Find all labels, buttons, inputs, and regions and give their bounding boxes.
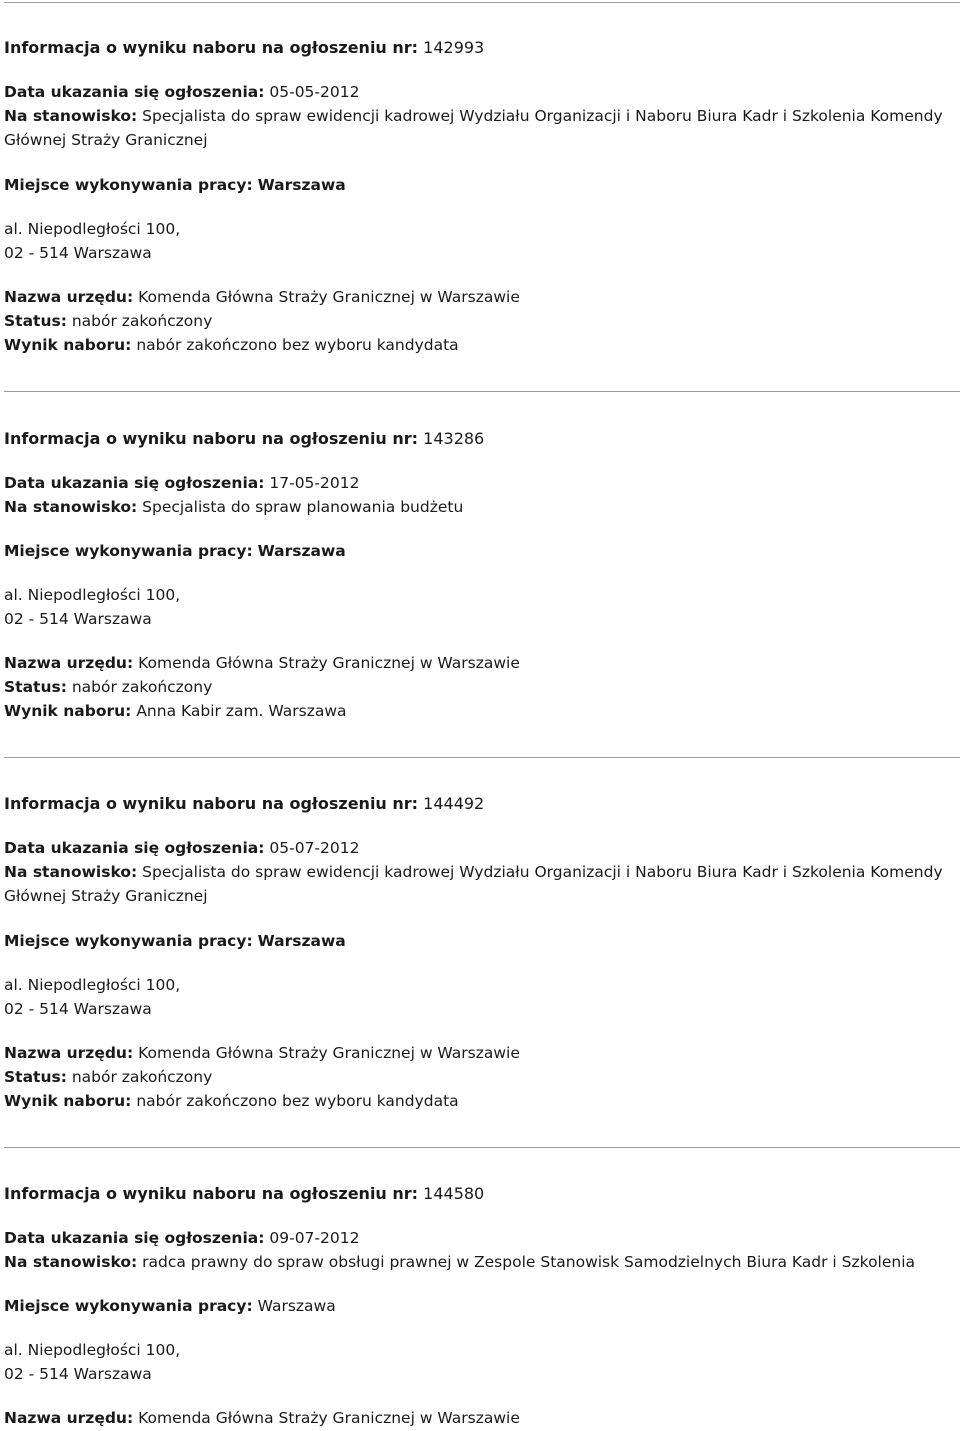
entry-heading: Informacja o wyniku naboru na ogłoszeniu nr: 142993 (4, 38, 485, 57)
entry-result-line: Wynik naboru: Anna Kabir zam. Warszawa (4, 702, 347, 720)
entry-heading: Informacja o wyniku naboru na ogłoszeniu nr: 144580 (4, 1184, 485, 1203)
entry-divider (4, 1147, 960, 1148)
announcement-number: 143286 (423, 429, 485, 448)
position-title: Specjalista do spraw planowania budżetu (142, 498, 464, 516)
result-value: nabór zakończono bez wyboru kandydata (136, 1092, 459, 1110)
entry-place-line: Miejsce wykonywania pracy: Warszawa (4, 542, 346, 560)
entry-position-line: Na stanowisko: radca prawny do spraw obsługi prawnej w Zespole Stanowisk Samodzielnych Biura Kadr i Szkolenia (4, 1253, 916, 1271)
entry-result-line: Wynik naboru: nabór zakończono bez wyboru kandydata (4, 336, 459, 354)
entry-date-line: Data ukazania się ogłoszenia: 05-07-2012 (4, 839, 360, 857)
entry-office-line: Nazwa urzędu: Komenda Główna Straży Granicznej w Warszawie (4, 1409, 520, 1427)
result-value: nabór zakończono bez wyboru kandydata (136, 336, 459, 354)
address-line-2: 02 - 514 Warszawa (4, 244, 152, 262)
address-line-1: al. Niepodległości 100, (4, 976, 181, 994)
address-line-2: 02 - 514 Warszawa (4, 1000, 152, 1018)
entry-position-line: Na stanowisko: Specjalista do spraw ewidencji kadrowej Wydziału Organizacji i Naboru Biura Kadr i Szkolenia Komendy Głównej Straży Granicznej (4, 863, 943, 905)
announcement-date: 17-05-2012 (269, 474, 360, 492)
entry-heading: Informacja o wyniku naboru na ogłoszeniu nr: 143286 (4, 429, 485, 448)
entry-divider (4, 391, 960, 392)
entry-office-line: Nazwa urzędu: Komenda Główna Straży Granicznej w Warszawie (4, 654, 520, 672)
entry-position-line: Na stanowisko: Specjalista do spraw planowania budżetu (4, 498, 464, 516)
entry-result-line: Wynik naboru: nabór zakończono bez wyboru kandydata (4, 1092, 459, 1110)
entry-office-line: Nazwa urzędu: Komenda Główna Straży Granicznej w Warszawie (4, 1044, 520, 1062)
position-title: Specjalista do spraw ewidencji kadrowej Wydziału Organizacji i Naboru Biura Kadr i Szkolenia Komendy Głównej Straży Granicznej (4, 107, 943, 149)
top-divider (4, 2, 960, 3)
entry-place-line: Miejsce wykonywania pracy: Warszawa (4, 932, 346, 950)
entry-date-line: Data ukazania się ogłoszenia: 17-05-2012 (4, 474, 360, 492)
announcement-number: 144580 (423, 1184, 485, 1203)
entry-status-line: Status: nabór zakończony (4, 678, 213, 696)
position-title: radca prawny do spraw obsługi prawnej w Zespole Stanowisk Samodzielnych Biura Kadr i Szkolenia (142, 1253, 916, 1271)
announcement-date: 05-07-2012 (269, 839, 360, 857)
announcement-number: 144492 (423, 794, 485, 813)
entry-divider (4, 757, 960, 758)
work-place: Warszawa (257, 176, 346, 194)
entry-position-line: Na stanowisko: Specjalista do spraw ewidencji kadrowej Wydziału Organizacji i Naboru Biura Kadr i Szkolenia Komendy Głównej Straży Granicznej (4, 107, 943, 149)
announcement-date: 09-07-2012 (269, 1229, 360, 1247)
announcement-date: 05-05-2012 (269, 83, 360, 101)
status-value: nabór zakończony (71, 1068, 213, 1086)
work-place: Warszawa (257, 932, 346, 950)
announcement-number: 142993 (423, 38, 485, 57)
address-line-1: al. Niepodległości 100, (4, 586, 181, 604)
entry-place-line: Miejsce wykonywania pracy: Warszawa (4, 1297, 336, 1315)
address-line-2: 02 - 514 Warszawa (4, 1365, 152, 1383)
entry-place-line: Miejsce wykonywania pracy: Warszawa (4, 176, 346, 194)
office-name: Komenda Główna Straży Granicznej w Warszawie (138, 288, 520, 306)
office-name: Komenda Główna Straży Granicznej w Warszawie (138, 654, 520, 672)
entry-date-line: Data ukazania się ogłoszenia: 09-07-2012 (4, 1229, 360, 1247)
entry-date-line: Data ukazania się ogłoszenia: 05-05-2012 (4, 83, 360, 101)
entry-heading: Informacja o wyniku naboru na ogłoszeniu nr: 144492 (4, 794, 485, 813)
address-line-2: 02 - 514 Warszawa (4, 610, 152, 628)
entry-status-line: Status: nabór zakończony (4, 312, 213, 330)
status-value: nabór zakończony (71, 312, 213, 330)
work-place: Warszawa (257, 1297, 336, 1315)
address-line-1: al. Niepodległości 100, (4, 220, 181, 238)
position-title: Specjalista do spraw ewidencji kadrowej Wydziału Organizacji i Naboru Biura Kadr i Szkolenia Komendy Głównej Straży Granicznej (4, 863, 943, 905)
office-name: Komenda Główna Straży Granicznej w Warszawie (138, 1409, 520, 1427)
address-line-1: al. Niepodległości 100, (4, 1341, 181, 1359)
office-name: Komenda Główna Straży Granicznej w Warszawie (138, 1044, 520, 1062)
result-value: Anna Kabir zam. Warszawa (136, 702, 347, 720)
work-place: Warszawa (257, 542, 346, 560)
entry-office-line: Nazwa urzędu: Komenda Główna Straży Granicznej w Warszawie (4, 288, 520, 306)
entry-status-line: Status: nabór zakończony (4, 1068, 213, 1086)
status-value: nabór zakończony (71, 678, 213, 696)
